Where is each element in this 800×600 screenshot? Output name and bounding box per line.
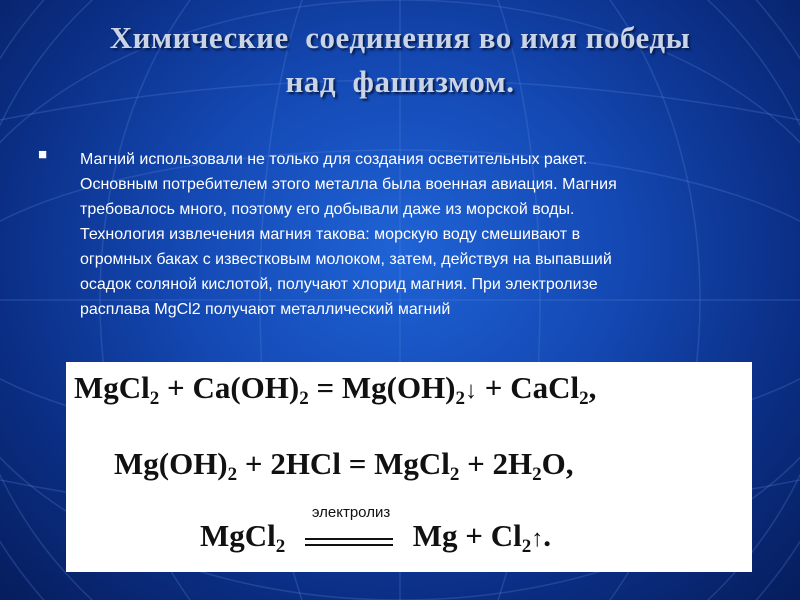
body-line: требовалось много, поэтому его добывали даже из морской воды. — [80, 201, 575, 218]
title-line-2: над фашизмом. — [285, 64, 515, 99]
equation-1: MgCl$_2$ + $Ca(OH)_2$ = $Mg(OH)_2↓$ + CaCl$_2$, — [74, 370, 597, 409]
slide-title — [40, 16, 760, 104]
gas-arrow-icon: ↑ — [531, 526, 544, 552]
equations-image — [66, 362, 752, 572]
body-line: расплава MgCl2 получают металлический магний — [80, 301, 451, 318]
electrolysis-arrow — [303, 503, 395, 554]
body-line: осадок соляной кислотой, получают хлорид магния. При электролизе — [80, 276, 598, 293]
body-paragraph — [80, 147, 780, 322]
title-line-1: Химические соединения во имя победы — [109, 20, 691, 55]
electrolysis-label: электролиз — [311, 503, 391, 521]
body-line: Магний использовали не только для создания осветительных ракет. — [80, 151, 588, 168]
body-line: огромных баках с известковым молоком, затем, действуя на выпавший — [80, 251, 612, 268]
body-line: Основным потребителем этого металла была военная авиация. Магния — [80, 176, 617, 193]
bullet-icon: ■ — [38, 146, 48, 163]
precipitate-arrow-icon: ↓ — [465, 378, 478, 404]
equation-2: $Mg(OH)_2 + 2HCl$ = MgCl$_2$ + $2H_2O$, — [114, 446, 574, 485]
body-line: Технология извлечения магния такова: морскую воду смешивают в — [80, 226, 581, 243]
equation-3: MgCl$_2$ электролиз $Mg + Cl_2↑$. — [200, 503, 551, 557]
